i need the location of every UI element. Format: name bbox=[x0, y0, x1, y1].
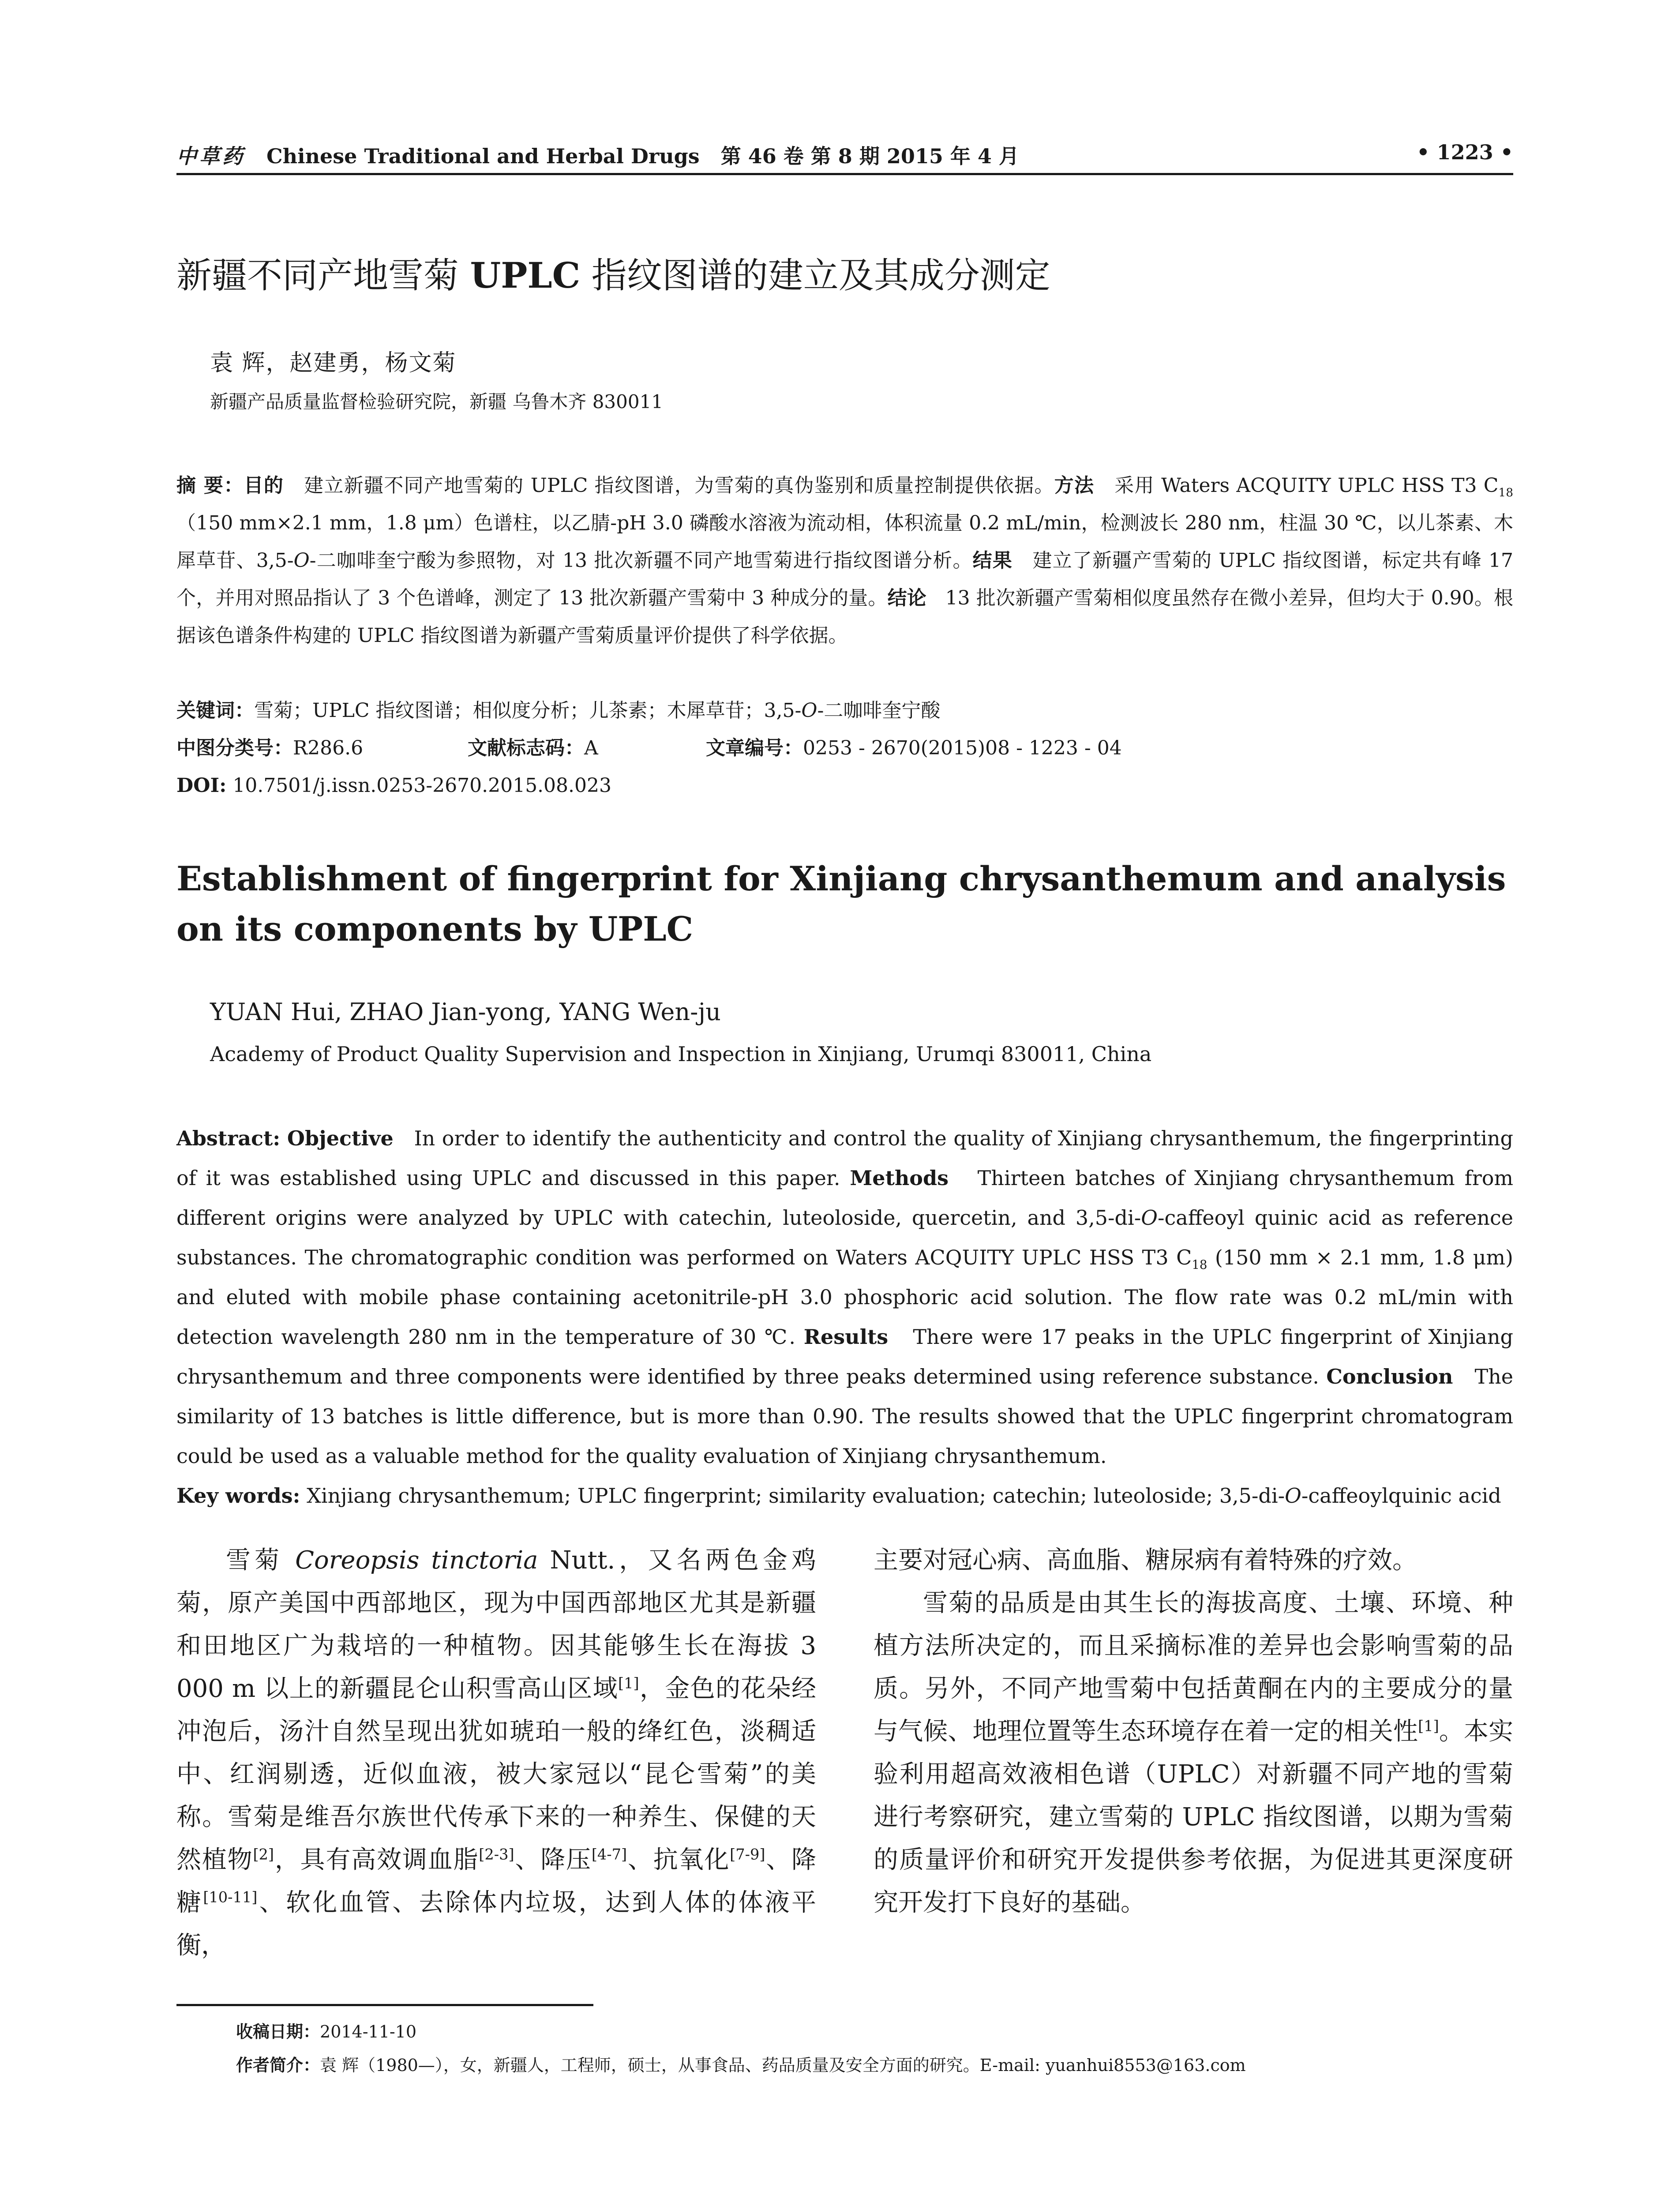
footnote-received: 收稿日期：2014-11-10 bbox=[236, 2022, 417, 2041]
body-column-left bbox=[176, 1539, 816, 1967]
body-paragraph-1: 雪菊 Coreopsis tinctoria Nutt.，又名两色金鸡菊，原产美国中西部地区，现为中国西部地区尤其是新疆和田地区广为栽培的一种植物。因其能够生长在海拔 3 000 m 以上的新疆昆仑山积雪高山区域[1]，金色的花朵经冲泡后，汤汁自然呈现出犹如琥珀一般的绛红色，淡稠适中、红润剔透，近似血液，被大家冠以“昆仑雪菊”的美称。雪菊是维吾尔族世代传承下来的一种养生、保健的天然植物[2]，具有高效调血脂[2-3]、降压[4-7]、抗氧化[7-9]、降糖[10-11]、软化血管、去除体内垃圾，达到人体的体液平衡， bbox=[176, 1546, 817, 1960]
english-affiliation: Academy of Product Quality Supervision and Inspection in Xinjiang, Urumqi 830011, China bbox=[210, 1042, 1152, 1066]
chinese-title: 新疆不同产地雪菊 UPLC 指纹图谱的建立及其成分测定 bbox=[176, 255, 1050, 296]
running-header bbox=[176, 140, 1513, 169]
objective-label: 目的 bbox=[244, 474, 284, 497]
page-number: • 1223 • bbox=[1417, 140, 1513, 164]
header-rule bbox=[176, 173, 1513, 175]
english-abstract: Abstract: Objective In order to identify the authenticity and control the quality of Xinjiang chrysanthemum, the fingerprinting of it was established using UPLC and discussed in this paper. Methods Thirteen batches of Xinjiang chrysanthemum from different origins were analyzed by UPLC with catechin, luteoloside, quercetin, and 3,5-di-O-caffeoyl quinic acid as reference substances. The chromatographic condition was performed on Waters ACQUITY UPLC HSS T3 $C_{18}$ (150 mm × 2.1 mm, 1.8 μm) and eluted with mobile phase containing acetonitrile-pH 3.0 phosphoric acid solution. The flow rate was 0.2 mL/min with detection wavelength 280 nm in the temperature of 30 ℃. Results There were 17 peaks in the UPLC fingerprint of Xinjiang chrysanthemum and three components were identified by three peaks determined using reference substance. Conclusion The similarity of 13 batches is little difference, but is more than 0.90. The results showed that the UPLC fingerprint chromatogram could be used as a valuable method for the quality evaluation of Xinjiang chrysanthemum. Key words: Xinjiang chrysanthemum; UPLC fingerprint; similarity evaluation; catechin; luteoloside; 3,5-di-O-caffeoylquinic acid bbox=[176, 1118, 1513, 1516]
conclusion-label: 结论 bbox=[887, 587, 926, 609]
english-title: Establishment of fingerprint for Xinjiang chrysanthemum and analysis on its components by UPLC bbox=[176, 859, 1506, 949]
body-column-right bbox=[874, 1539, 1513, 1924]
chinese-abstract: 摘 要：目的 建立新疆不同产地雪菊的 UPLC 指纹图谱，为雪菊的真伪鉴别和质量控制提供依据。方法 采用 Waters ACQUITY UPLC HSS T3 $C_{18}(150$ mm×2.1 mm，1.8 μm）色谱柱，以乙腈-pH 3.0 磷酸水溶液为流动相，体积流量 0.2 mL/min，检测波长 280 nm，柱温 30 ℃，以儿茶素、木犀草苷、3,5-O-二咖啡奎宁酸为参照物，对 13 批次新疆不同产地雪菊进行指纹图谱分析。结果 建立了新疆产雪菊的 UPLC 指纹图谱，标定共有峰 17 个，并用对照品指认了 3 个色谱峰，测定了 13 批次新疆产雪菊中 3 种成分的量。结论 13 批次新疆产雪菊相似度虽然存在微小差异，但均大于 0.90。根据该色谱条件构建的 UPLC 指纹图谱为新疆产雪菊质量评价提供了科学依据。 bbox=[176, 474, 1514, 647]
journal-name: Chinese Traditional and Herbal Drugs bbox=[266, 144, 700, 168]
classification-line: 中图分类号：R286.6 文献标志码：A 文章编号：0253 - 2670(2015)08 - 1223 - 04 bbox=[176, 737, 1122, 759]
english-keywords: Key words: Xinjiang chrysanthemum; UPLC fingerprint; similarity evaluation; catechin; luteoloside; 3,5-di-O-caffeoylquinic acid bbox=[176, 1484, 1501, 1508]
chinese-authors: 袁 辉，赵建勇，杨文菊 bbox=[210, 350, 457, 376]
results-label: 结果 bbox=[972, 549, 1013, 572]
footnote-rule bbox=[176, 2004, 593, 2006]
abstract-label: 摘 要： bbox=[176, 474, 244, 497]
english-authors: YUAN Hui, ZHAO Jian-yong, YANG Wen-ju bbox=[210, 998, 721, 1026]
chinese-affiliation: 新疆产品质量监督检验研究院，新疆 乌鲁木齐 830011 bbox=[210, 391, 664, 413]
journal-issue: 第 46 卷 第 8 期 2015 年 4 月 bbox=[720, 144, 1019, 168]
journal-masthead: 中草药 bbox=[176, 144, 245, 168]
body-paragraph-2: 雪菊的品质是由其生长的海拔高度、土壤、环境、种植方法所决定的，而且采摘标准的差异也会影响雪菊的品质。另外，不同产地雪菊中包括黄酮在内的主要成分的量与气候、地理位置等生态环境存在着一定的相关性[1]。本实验利用超高效液相色谱（UPLC）对新疆不同产地的雪菊进行考察研究，建立雪菊的 UPLC 指纹图谱，以期为雪菊的质量评价和研究开发提供参考依据，为促进其更深度研究开发打下良好的基础。 bbox=[874, 1589, 1514, 1917]
citation-ref: [1] bbox=[618, 1674, 639, 1692]
body-paragraph-1-continued: 主要对冠心病、高血脂、糖尿病有着特殊的疗效。 bbox=[874, 1546, 1417, 1575]
chinese-keywords: 关键词：雪菊；UPLC 指纹图谱；相似度分析；儿茶素；木犀草苷；3,5-O-二咖啡奎宁酸 bbox=[176, 699, 941, 722]
doi-value: 10.7501/j.issn.0253-2670.2015.08.023 bbox=[232, 774, 611, 797]
footnote-author: 作者简介：袁 辉（1980—），女，新疆人，工程师，硕士，从事食品、药品质量及安全方面的研究。E-mail: yuanhui8553@163.com bbox=[236, 2056, 1246, 2075]
methods-label: 方法 bbox=[1054, 474, 1095, 497]
doi-line: DOI: 10.7501/j.issn.0253-2670.2015.08.023 bbox=[176, 767, 1513, 804]
